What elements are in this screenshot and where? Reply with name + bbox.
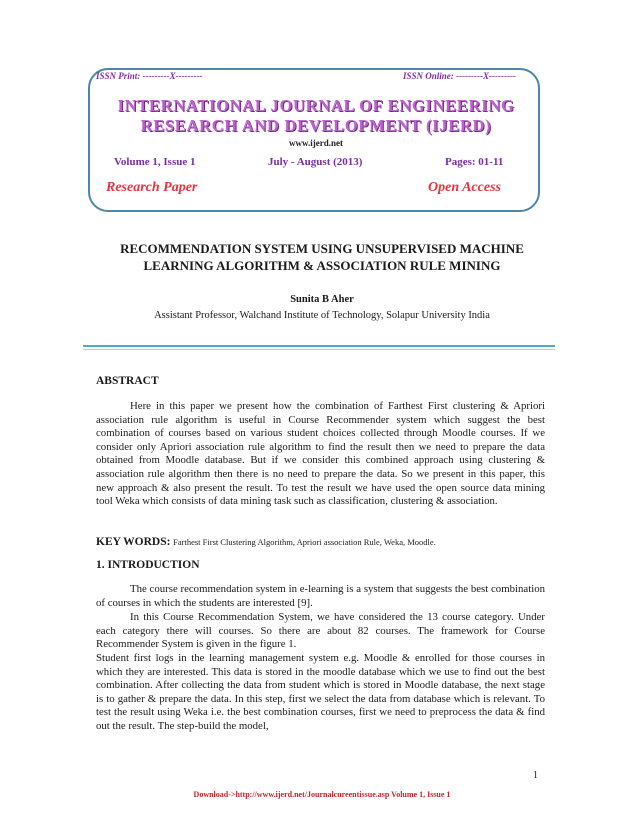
journal-title [96,96,536,136]
author-affiliation: Assistant Professor, Walchand Institute of Technology, Solapur University India [154,310,490,321]
open-access-label: Open Access [428,180,501,195]
abstract-heading: ABSTRACT [96,375,159,387]
volume-issue: Volume 1, Issue 1 [114,156,196,168]
paper-title [96,240,548,274]
page-range: Pages: 01-11 [445,156,504,168]
abstract-text: Here in this paper we present how the combination of Farthest First clustering & Apriori association rule algorithm is useful in Course Recommender system which suggest the best combination of courses based on various student choices collected through Moodle courses. If we consider only Apriori association rule algorithm to find the result then we need to prepare the data obtained from Moodle database. But if we consider this combined approach using clustering & association rule algorithm then there is no need to prepare the data. So we present in this paper, this new approach & also present the result. To test the result we have used the open source data mining tool Weka which consists of data mining task such as classification, clustering & association. [96,400,545,508]
author-name: Sunita B Aher [290,294,354,305]
publication-dates: July - August (2013) [268,156,363,168]
introduction-paragraph-3: Student first logs in the learning management system e.g. Moodle & enrolled for those courses in which they are interested. This data is stored in the moodle database which we use to find out the best combination. After collecting the data from student which is stored in Moodle database, the next stage is to gather & prepare the data. In this step, first we select the data from database which is relevant. To test the result using Weka i.e. the best combination courses, first we need to preprocess the data & find out the result. The step-build the model, [96,652,545,732]
separator-line [83,345,555,347]
paper-title-line1: RECOMMENDATION SYSTEM USING UNSUPERVISED MACHINE [120,241,524,256]
issn-online: ISSN Online: ---------X--------- [403,71,516,81]
keywords-text: Farthest First Clustering Algorithm, Apriori association Rule, Weka, Moodle. [173,537,436,547]
download-footer-link[interactable]: Download->http://www.ijerd.net/Journalcureentissue.asp Volume 1, Issue 1 [193,790,451,799]
paper-title-line2: LEARNING ALGORITHM & ASSOCIATION RULE MINING [143,258,501,273]
paper-category: Research Paper [106,180,198,195]
introduction-paragraph-1: The course recommendation system in e-learning is a system that suggests the best combination of courses in which the students are interested [9]. [96,583,545,609]
journal-website: www.ijerd.net [289,138,343,148]
journal-title-line1: INTERNATIONAL JOURNAL OF ENGINEERING [117,96,515,115]
introduction-paragraph-2: In this Course Recommendation System, we have considered the 13 course category. Under each category there will courses. So there are about 82 courses. The framework for Course Recommender System is given in the figure 1. [96,611,545,651]
keywords-label: KEY WORDS: [96,536,171,548]
issn-print: ISSN Print: ---------X--------- [96,71,203,81]
separator-line-light [83,349,555,350]
journal-title-line2: RESEARCH AND DEVELOPMENT (IJERD) [140,116,492,135]
keywords [96,536,545,550]
introduction-heading: 1. INTRODUCTION [96,559,200,571]
page-number: 1 [533,770,538,781]
